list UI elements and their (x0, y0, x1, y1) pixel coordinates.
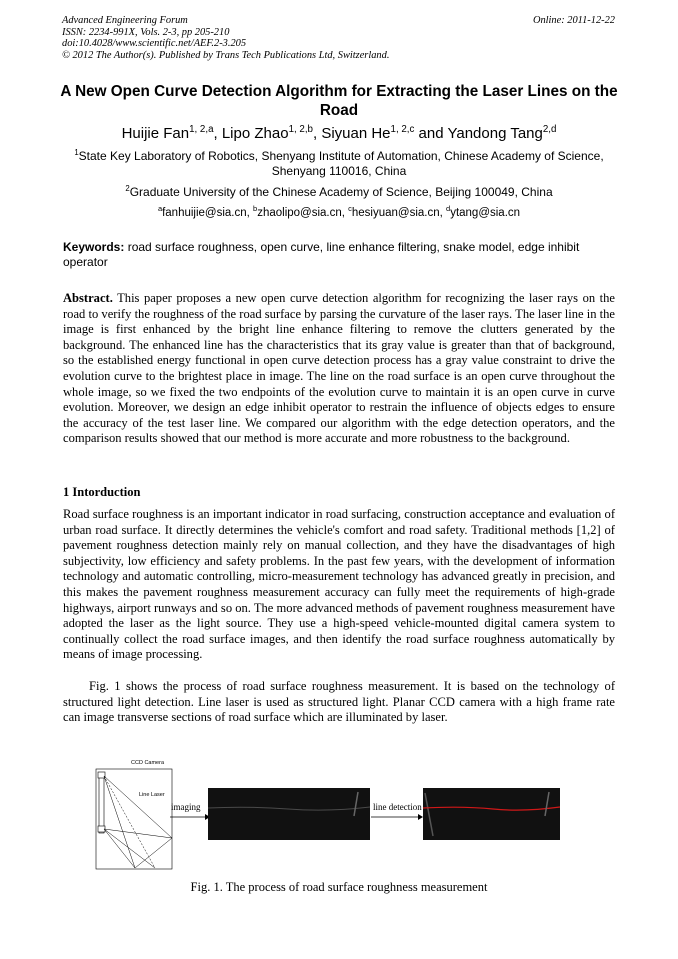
abstract-text: This paper proposes a new open curve detection algorithm for recognizing the laser rays on the road to verify the roughness of the road surface by parsing the curvature of the laser rays. The laser line in the image is first enhanced by the bright line enhance filtering to remove the clutters generated by the background. The enhanced line has the characteristics that its gray value is greater than that of background, so the established energy functional in open curve detection process has a gray value constraint to drive the evolution curve to the brightest place in image. The line on the road surface is an open curve throughout the whole image, so we fixed the two endpoints of the evolution curve to maintain it is an open curve in curve evolution. Moreover, we design an edge inhibit operator to restrain the influence of objects edges to ensure the accuracy of the test laser line. We compared our algorithm with the edge detection operators, and the comparison results showed that our method is more accurate and more robustness to the background. (63, 291, 615, 446)
author-name: Huijie Fan (121, 125, 190, 142)
laser-line (208, 788, 370, 840)
issn-line: ISSN: 2234-991X, Vols. 2-3, pp 205-210 (62, 26, 230, 38)
line-laser-label: Line Laser (139, 792, 165, 798)
journal-header (62, 15, 618, 61)
doi-line: doi:10.4028/www.scientific.net/AEF.2-3.205 (62, 38, 247, 50)
email-mark: a (157, 204, 163, 214)
author-affiliation-mark: 2,d (542, 124, 557, 135)
author-name: Yandong Tang (447, 125, 543, 142)
author-affiliation-mark: 1, 2,c (390, 124, 415, 135)
email-address: fanhuijie@sia.cn, (162, 207, 254, 219)
section-heading: 1 Intorduction (63, 485, 141, 499)
intro-paragraph-1: Road surface roughness is an important indicator in road surfacing, construction acceptance and evaluation of urban road surface. It directly determines the vehicle's comfort and road safety. Traditional methods [1,2] of pavement roughness detection mainly rely on manual collection, and they have the disadvantages of high subjectivity, low efficiency and safety problems. In the past few years, with the development of information technology and automatic controlling, micro-measurement technology has advanced greatly in precision, and this makes the pavement roughness measurement accuracy can fully meet the requirements of high-grade highways, airport runways and so on. The more advanced methods of pavement roughness measurement have adopted the laser as the light source. They use a high-speed vehicle-mounted digital camera system to continually collect the road surface images, and then identify the road surface roughness automatically by means of image processing. (63, 507, 615, 662)
abstract-label: Abstract. (63, 291, 113, 305)
detected-line-image (423, 788, 560, 840)
email-list (70, 206, 608, 221)
keywords-text: road surface roughness, open curve, line enhance filtering, snake model, edge inhibit operator (63, 240, 580, 269)
road-laser-image (208, 788, 370, 840)
affiliation-text: State Key Laboratory of Robotics, Shenyang Institute of Automation, Chinese Academy of Science, Shenyang 110016, China (78, 149, 604, 178)
arrow-right-icon (170, 812, 210, 822)
email-address: zhaolipo@sia.cn, (257, 207, 349, 219)
author-list: Huijie Fan$^{1, 2,a}$, Lipo Zhao$^{1, 2,b}$, Siyuan He$^{1, 2,c}$ and Yandong Tang$^{2,d}$ (121, 124, 557, 142)
figure-caption: Fig. 1. The process of road surface roughness measurement (190, 880, 488, 894)
keywords (63, 240, 615, 270)
email-address: ytang@sia.cn (450, 207, 521, 219)
email-mark: d (446, 204, 451, 214)
abstract (63, 291, 615, 447)
ccd-camera-label: CCD Camera (131, 760, 165, 766)
affiliation-mark: 1 (74, 148, 79, 157)
line-detection-label: line detection (373, 802, 422, 812)
author-affiliation-mark: 1, 2,a (189, 124, 214, 135)
affiliation-text: Graduate University of the Chinese Academy of Science, Beijing 100049, China (129, 185, 553, 199)
paper-title: A New Open Curve Detection Algorithm for Extracting the Laser Lines on the Road (60, 83, 618, 119)
measurement-setup-diagram (95, 768, 175, 874)
arrow-right-icon (371, 812, 423, 822)
author-affiliation-mark: 1, 2,b (288, 124, 313, 135)
keywords-label: Keywords: (63, 240, 125, 254)
detected-laser-line (423, 788, 560, 840)
journal-name: Advanced Engineering Forum (62, 15, 188, 26)
intro-paragraph-2: Fig. 1 shows the process of road surface roughness measurement. It is based on the technology of structured light detection. Line laser is used as structured light. Planar CCD camera with a high frame rate can image transverse sections of road surface which are illuminated by laser. (63, 679, 615, 725)
author-name: Siyuan He (321, 125, 391, 142)
online-date: Online: 2011-12-22 (532, 15, 615, 26)
figure-1 (95, 760, 565, 874)
author-name: Lipo Zhao (221, 125, 289, 142)
affiliation-1 (70, 149, 608, 178)
affiliation-2 (70, 185, 608, 200)
email-address: hesiyuan@sia.cn, (351, 207, 447, 219)
imaging-label: imaging (171, 802, 201, 812)
copyright-line: © 2012 The Author(s). Published by Trans Tech Publications Ltd, Switzerland. (62, 49, 390, 61)
email-mark: c (348, 204, 352, 214)
affiliation-mark: 2 (125, 184, 130, 193)
email-mark: b (253, 204, 258, 214)
